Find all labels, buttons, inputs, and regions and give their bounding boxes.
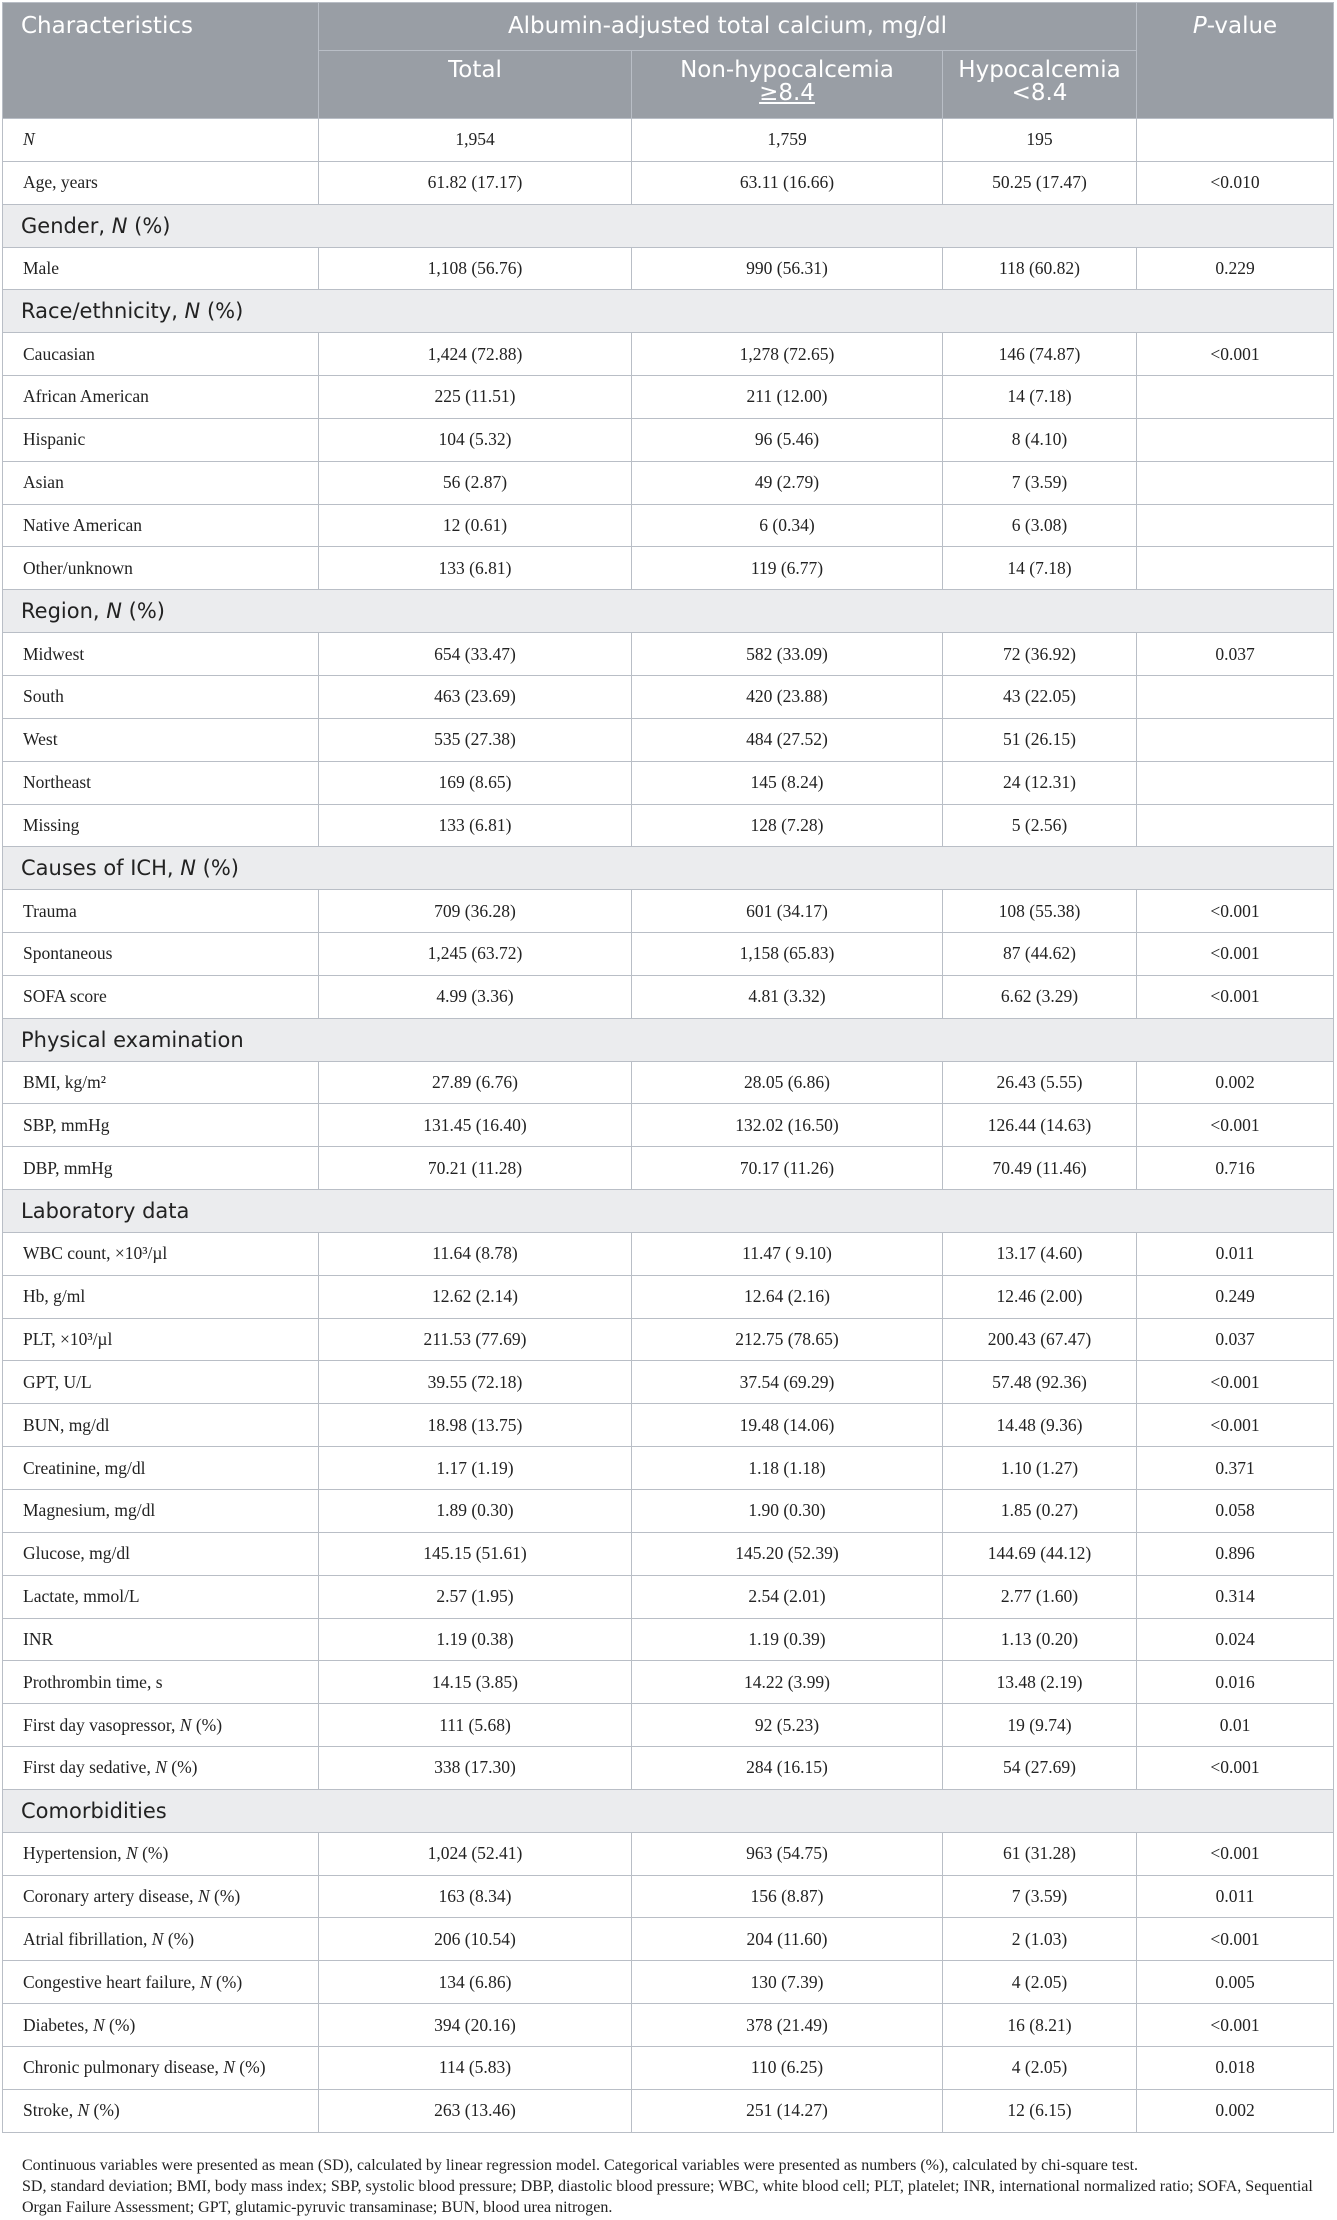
total-cell: 61.82 (17.17) (319, 161, 632, 204)
row-label: N (3, 119, 319, 162)
table-row (3, 1875, 1334, 1918)
total-cell: 27.89 (6.76) (319, 1061, 632, 1104)
total-cell: 104 (5.32) (319, 418, 632, 461)
row-label: Hispanic (3, 418, 319, 461)
table-header (3, 3, 1334, 119)
table-row (3, 1104, 1334, 1147)
row-label: PLT, ×10³/µl (3, 1318, 319, 1361)
table-row (3, 1918, 1334, 1961)
table-row (3, 418, 1334, 461)
table-row (3, 1618, 1334, 1661)
hypocalcemia-cell: 118 (60.82) (943, 247, 1137, 290)
hypocalcemia-cell: 16 (8.21) (943, 2004, 1137, 2047)
non-hypocalcemia-cell: 156 (8.87) (632, 1875, 943, 1918)
pvalue-cell: 0.037 (1137, 1318, 1334, 1361)
row-label: Other/unknown (3, 547, 319, 590)
table-row (3, 333, 1334, 376)
pvalue-cell (1137, 461, 1334, 504)
total-cell: 535 (27.38) (319, 718, 632, 761)
table-body (3, 119, 1334, 2133)
row-label: First day sedative, N (%) (3, 1747, 319, 1790)
row-label: Northeast (3, 761, 319, 804)
pvalue-header: P-value (1137, 3, 1334, 119)
non-hypocalcemia-cell: 211 (12.00) (632, 376, 943, 419)
row-label: Stroke, N (%) (3, 2089, 319, 2132)
pvalue-cell (1137, 804, 1334, 847)
non-hypocalcemia-cell: 1.18 (1.18) (632, 1447, 943, 1490)
row-label: Trauma (3, 890, 319, 933)
non-hypocalcemia-header (632, 51, 943, 119)
hypocalcemia-cell: 2 (1.03) (943, 1918, 1137, 1961)
hypocalcemia-cell: 126.44 (14.63) (943, 1104, 1137, 1147)
pvalue-cell: 0.005 (1137, 1961, 1334, 2004)
hypocalcemia-cell: 54 (27.69) (943, 1747, 1137, 1790)
row-label: Chronic pulmonary disease, N (%) (3, 2046, 319, 2089)
table-row (3, 376, 1334, 419)
pvalue-cell: 0.01 (1137, 1704, 1334, 1747)
row-label: Native American (3, 504, 319, 547)
hypocalcemia-cell: 195 (943, 119, 1137, 162)
row-label: Glucose, mg/dl (3, 1532, 319, 1575)
section-header-row (3, 1018, 1334, 1061)
pvalue-cell (1137, 761, 1334, 804)
hypocalcemia-cell: 50.25 (17.47) (943, 161, 1137, 204)
hypocalcemia-cell: 4 (2.05) (943, 2046, 1137, 2089)
non-hypocalcemia-threshold: ≥8.4 (759, 80, 815, 106)
hypocalcemia-threshold: <8.4 (1011, 80, 1068, 106)
table-row (3, 1532, 1334, 1575)
row-label: SOFA score (3, 975, 319, 1018)
non-hypocalcemia-cell: 601 (34.17) (632, 890, 943, 933)
pvalue-cell: <0.001 (1137, 1361, 1334, 1404)
total-cell: 11.64 (8.78) (319, 1232, 632, 1275)
total-cell: 169 (8.65) (319, 761, 632, 804)
pvalue-cell (1137, 547, 1334, 590)
table-row (3, 975, 1334, 1018)
table-footnotes (22, 2155, 1322, 2218)
row-label: Caucasian (3, 333, 319, 376)
pvalue-cell (1137, 119, 1334, 162)
table-row (3, 1404, 1334, 1447)
pvalue-cell: 0.371 (1137, 1447, 1334, 1490)
table-row (3, 1232, 1334, 1275)
total-cell: 463 (23.69) (319, 675, 632, 718)
total-cell: 39.55 (72.18) (319, 1361, 632, 1404)
non-hypocalcemia-cell: 19.48 (14.06) (632, 1404, 943, 1447)
hypocalcemia-cell: 7 (3.59) (943, 461, 1137, 504)
row-label: DBP, mmHg (3, 1147, 319, 1190)
section-title: Causes of ICH, N (%) (3, 847, 1334, 890)
non-hypocalcemia-cell: 14.22 (3.99) (632, 1661, 943, 1704)
table-row (3, 1318, 1334, 1361)
non-hypocalcemia-cell: 49 (2.79) (632, 461, 943, 504)
pvalue-cell: <0.001 (1137, 1747, 1334, 1790)
total-cell: 1,024 (52.41) (319, 1832, 632, 1875)
non-hypocalcemia-cell: 11.47 ( 9.10) (632, 1232, 943, 1275)
pvalue-cell: 0.037 (1137, 633, 1334, 676)
total-cell: 12.62 (2.14) (319, 1275, 632, 1318)
pvalue-cell: <0.001 (1137, 333, 1334, 376)
hypocalcemia-cell: 7 (3.59) (943, 1875, 1137, 1918)
total-cell: 211.53 (77.69) (319, 1318, 632, 1361)
total-cell: 1.89 (0.30) (319, 1490, 632, 1533)
non-hypocalcemia-cell: 12.64 (2.16) (632, 1275, 943, 1318)
hypocalcemia-cell: 8 (4.10) (943, 418, 1137, 461)
table-row (3, 1747, 1334, 1790)
hypocalcemia-cell: 2.77 (1.60) (943, 1575, 1137, 1618)
section-title: Gender, N (%) (3, 204, 1334, 247)
total-cell: 338 (17.30) (319, 1747, 632, 1790)
non-hypocalcemia-cell: 4.81 (3.32) (632, 975, 943, 1018)
table-row (3, 675, 1334, 718)
table-row (3, 633, 1334, 676)
hypocalcemia-cell: 1.10 (1.27) (943, 1447, 1137, 1490)
hypocalcemia-label: Hypocalcemia (958, 57, 1121, 83)
pvalue-cell: 0.896 (1137, 1532, 1334, 1575)
pvalue-cell (1137, 376, 1334, 419)
table-row (3, 1447, 1334, 1490)
non-hypocalcemia-cell: 63.11 (16.66) (632, 161, 943, 204)
pvalue-cell: 0.716 (1137, 1147, 1334, 1190)
row-label: Age, years (3, 161, 319, 204)
table-row (3, 161, 1334, 204)
pvalue-cell (1137, 504, 1334, 547)
row-label: Spontaneous (3, 933, 319, 976)
section-header-row (3, 590, 1334, 633)
pvalue-cell: 0.016 (1137, 1661, 1334, 1704)
row-label: Hypertension, N (%) (3, 1832, 319, 1875)
non-hypocalcemia-cell: 990 (56.31) (632, 247, 943, 290)
hypocalcemia-cell: 1.85 (0.27) (943, 1490, 1137, 1533)
non-hypocalcemia-cell: 1,278 (72.65) (632, 333, 943, 376)
table-row (3, 1147, 1334, 1190)
total-cell: 12 (0.61) (319, 504, 632, 547)
row-label: Midwest (3, 633, 319, 676)
pvalue-cell: 0.011 (1137, 1232, 1334, 1275)
pvalue-cell: 0.249 (1137, 1275, 1334, 1318)
row-label: Atrial fibrillation, N (%) (3, 1918, 319, 1961)
row-label: Hb, g/ml (3, 1275, 319, 1318)
pvalue-cell: <0.001 (1137, 1832, 1334, 1875)
pvalue-cell: 0.314 (1137, 1575, 1334, 1618)
hypocalcemia-cell: 1.13 (0.20) (943, 1618, 1137, 1661)
pvalue-cell: 0.024 (1137, 1618, 1334, 1661)
non-hypocalcemia-cell: 1,759 (632, 119, 943, 162)
section-title: Physical examination (3, 1018, 1334, 1061)
hypocalcemia-cell: 43 (22.05) (943, 675, 1137, 718)
footnote-statistics: Continuous variables were presented as mean (SD), calculated by linear regression model. Categorical variables were presented as numbers (%), calculated by chi-square test. (22, 2157, 1139, 2174)
table-row (3, 461, 1334, 504)
hypocalcemia-cell: 12.46 (2.00) (943, 1275, 1137, 1318)
row-label: Male (3, 247, 319, 290)
total-cell: 145.15 (51.61) (319, 1532, 632, 1575)
table-row (3, 804, 1334, 847)
non-hypocalcemia-cell: 6 (0.34) (632, 504, 943, 547)
non-hypocalcemia-cell: 70.17 (11.26) (632, 1147, 943, 1190)
table-row (3, 933, 1334, 976)
total-cell: 133 (6.81) (319, 804, 632, 847)
pvalue-cell: <0.001 (1137, 1918, 1334, 1961)
table-row (3, 1832, 1334, 1875)
hypocalcemia-cell: 4 (2.05) (943, 1961, 1137, 2004)
total-cell: 131.45 (16.40) (319, 1104, 632, 1147)
non-hypocalcemia-cell: 963 (54.75) (632, 1832, 943, 1875)
non-hypocalcemia-cell: 96 (5.46) (632, 418, 943, 461)
table-row (3, 1275, 1334, 1318)
row-label: WBC count, ×10³/µl (3, 1232, 319, 1275)
section-title: Region, N (%) (3, 590, 1334, 633)
total-cell: 56 (2.87) (319, 461, 632, 504)
non-hypocalcemia-cell: 484 (27.52) (632, 718, 943, 761)
section-header-row (3, 1190, 1334, 1233)
non-hypocalcemia-cell: 37.54 (69.29) (632, 1361, 943, 1404)
row-label: INR (3, 1618, 319, 1661)
non-hypocalcemia-cell: 28.05 (6.86) (632, 1061, 943, 1104)
non-hypocalcemia-cell: 1,158 (65.83) (632, 933, 943, 976)
total-cell: 14.15 (3.85) (319, 1661, 632, 1704)
row-label: BUN, mg/dl (3, 1404, 319, 1447)
pvalue-cell: <0.001 (1137, 1404, 1334, 1447)
hypocalcemia-header (943, 51, 1137, 119)
total-cell: 394 (20.16) (319, 2004, 632, 2047)
table-row (3, 1704, 1334, 1747)
row-label: Lactate, mmol/L (3, 1575, 319, 1618)
table-row (3, 1575, 1334, 1618)
table-row (3, 1361, 1334, 1404)
table-row (3, 890, 1334, 933)
hypocalcemia-cell: 19 (9.74) (943, 1704, 1137, 1747)
table-row (3, 1661, 1334, 1704)
section-title: Race/ethnicity, N (%) (3, 290, 1334, 333)
total-cell: 134 (6.86) (319, 1961, 632, 2004)
pvalue-cell (1137, 418, 1334, 461)
non-hypocalcemia-cell: 119 (6.77) (632, 547, 943, 590)
row-label: Asian (3, 461, 319, 504)
row-label: West (3, 718, 319, 761)
table-row (3, 761, 1334, 804)
hypocalcemia-cell: 14.48 (9.36) (943, 1404, 1137, 1447)
pvalue-cell (1137, 675, 1334, 718)
table-row (3, 504, 1334, 547)
row-label: First day vasopressor, N (%) (3, 1704, 319, 1747)
total-cell: 70.21 (11.28) (319, 1147, 632, 1190)
hypocalcemia-cell: 70.49 (11.46) (943, 1147, 1137, 1190)
non-hypocalcemia-cell: 212.75 (78.65) (632, 1318, 943, 1361)
hypocalcemia-cell: 6.62 (3.29) (943, 975, 1137, 1018)
total-cell: 114 (5.83) (319, 2046, 632, 2089)
total-cell: 1,245 (63.72) (319, 933, 632, 976)
hypocalcemia-cell: 5 (2.56) (943, 804, 1137, 847)
table-row (3, 119, 1334, 162)
table-row (3, 2089, 1334, 2132)
total-cell: 709 (36.28) (319, 890, 632, 933)
hypocalcemia-cell: 26.43 (5.55) (943, 1061, 1137, 1104)
row-label: Coronary artery disease, N (%) (3, 1875, 319, 1918)
non-hypocalcemia-cell: 251 (14.27) (632, 2089, 943, 2132)
table-row (3, 547, 1334, 590)
row-label: GPT, U/L (3, 1361, 319, 1404)
total-cell: 263 (13.46) (319, 2089, 632, 2132)
non-hypocalcemia-cell: 420 (23.88) (632, 675, 943, 718)
total-cell: 1.19 (0.38) (319, 1618, 632, 1661)
non-hypocalcemia-cell: 1.19 (0.39) (632, 1618, 943, 1661)
section-header-row (3, 847, 1334, 890)
hypocalcemia-cell: 13.48 (2.19) (943, 1661, 1137, 1704)
pvalue-cell: 0.058 (1137, 1490, 1334, 1533)
pvalue-cell: <0.001 (1137, 975, 1334, 1018)
table-row (3, 247, 1334, 290)
row-label: Congestive heart failure, N (%) (3, 1961, 319, 2004)
section-title: Laboratory data (3, 1190, 1334, 1233)
total-cell: 111 (5.68) (319, 1704, 632, 1747)
non-hypocalcemia-cell: 92 (5.23) (632, 1704, 943, 1747)
non-hypocalcemia-cell: 110 (6.25) (632, 2046, 943, 2089)
table-row (3, 1490, 1334, 1533)
row-label: Prothrombin time, s (3, 1661, 319, 1704)
non-hypocalcemia-cell: 1.90 (0.30) (632, 1490, 943, 1533)
hypocalcemia-cell: 12 (6.15) (943, 2089, 1137, 2132)
row-label: Creatinine, mg/dl (3, 1447, 319, 1490)
total-cell: 2.57 (1.95) (319, 1575, 632, 1618)
row-label: African American (3, 376, 319, 419)
hypocalcemia-cell: 14 (7.18) (943, 376, 1137, 419)
table-row (3, 2046, 1334, 2089)
row-label: Diabetes, N (%) (3, 2004, 319, 2047)
hypocalcemia-cell: 57.48 (92.36) (943, 1361, 1137, 1404)
non-hypocalcemia-cell: 145.20 (52.39) (632, 1532, 943, 1575)
non-hypocalcemia-cell: 145 (8.24) (632, 761, 943, 804)
total-cell: 1,424 (72.88) (319, 333, 632, 376)
hypocalcemia-cell: 24 (12.31) (943, 761, 1137, 804)
characteristics-table (2, 2, 1334, 2133)
non-hypocalcemia-cell: 284 (16.15) (632, 1747, 943, 1790)
pvalue-cell: 0.018 (1137, 2046, 1334, 2089)
total-cell: 1.17 (1.19) (319, 1447, 632, 1490)
total-cell: 1,954 (319, 119, 632, 162)
hypocalcemia-cell: 200.43 (67.47) (943, 1318, 1137, 1361)
characteristics-header: Characteristics (3, 3, 319, 119)
non-hypocalcemia-cell: 132.02 (16.50) (632, 1104, 943, 1147)
pvalue-cell: <0.001 (1137, 933, 1334, 976)
hypocalcemia-cell: 61 (31.28) (943, 1832, 1137, 1875)
table-row (3, 2004, 1334, 2047)
total-cell: 1,108 (56.76) (319, 247, 632, 290)
table-container (2, 2, 1333, 2133)
pvalue-cell: 0.011 (1137, 1875, 1334, 1918)
pvalue-cell: <0.001 (1137, 890, 1334, 933)
pvalue-cell: <0.001 (1137, 1104, 1334, 1147)
calcium-group-header: Albumin-adjusted total calcium, mg/dl (319, 3, 1137, 51)
table-row (3, 1061, 1334, 1104)
total-cell: 206 (10.54) (319, 1918, 632, 1961)
row-label: SBP, mmHg (3, 1104, 319, 1147)
hypocalcemia-cell: 6 (3.08) (943, 504, 1137, 547)
total-header: Total (319, 51, 632, 119)
non-hypocalcemia-cell: 128 (7.28) (632, 804, 943, 847)
total-cell: 133 (6.81) (319, 547, 632, 590)
hypocalcemia-cell: 146 (74.87) (943, 333, 1137, 376)
footnote-abbreviations: SD, standard deviation; BMI, body mass index; SBP, systolic blood pressure; DBP, diastolic blood pressure; WBC, white blood cell; PLT, platelet; INR, international normalized ratio; SOFA, Sequential Organ Failure Assessment; GPT, glutamic-pyruvic transaminase; BUN, blood urea nitrogen. (22, 2178, 1313, 2216)
hypocalcemia-cell: 51 (26.15) (943, 718, 1137, 761)
row-label: Missing (3, 804, 319, 847)
total-cell: 225 (11.51) (319, 376, 632, 419)
total-cell: 18.98 (13.75) (319, 1404, 632, 1447)
pvalue-cell (1137, 718, 1334, 761)
non-hypocalcemia-cell: 378 (21.49) (632, 2004, 943, 2047)
section-header-row (3, 1789, 1334, 1832)
total-cell: 163 (8.34) (319, 1875, 632, 1918)
pvalue-cell: <0.010 (1137, 161, 1334, 204)
hypocalcemia-cell: 87 (44.62) (943, 933, 1137, 976)
non-hypocalcemia-cell: 204 (11.60) (632, 1918, 943, 1961)
total-cell: 4.99 (3.36) (319, 975, 632, 1018)
row-label: BMI, kg/m² (3, 1061, 319, 1104)
table-row (3, 718, 1334, 761)
pvalue-cell: <0.001 (1137, 2004, 1334, 2047)
row-label: Magnesium, mg/dl (3, 1490, 319, 1533)
row-label: South (3, 675, 319, 718)
total-cell: 654 (33.47) (319, 633, 632, 676)
non-hypocalcemia-cell: 2.54 (2.01) (632, 1575, 943, 1618)
hypocalcemia-cell: 13.17 (4.60) (943, 1232, 1137, 1275)
non-hypocalcemia-label: Non-hypocalcemia (680, 57, 894, 83)
hypocalcemia-cell: 14 (7.18) (943, 547, 1137, 590)
section-header-row (3, 290, 1334, 333)
hypocalcemia-cell: 144.69 (44.12) (943, 1532, 1137, 1575)
non-hypocalcemia-cell: 582 (33.09) (632, 633, 943, 676)
hypocalcemia-cell: 72 (36.92) (943, 633, 1137, 676)
section-header-row (3, 204, 1334, 247)
pvalue-cell: 0.229 (1137, 247, 1334, 290)
section-title: Comorbidities (3, 1789, 1334, 1832)
pvalue-cell: 0.002 (1137, 1061, 1334, 1104)
hypocalcemia-cell: 108 (55.38) (943, 890, 1137, 933)
pvalue-cell: 0.002 (1137, 2089, 1334, 2132)
table-row (3, 1961, 1334, 2004)
non-hypocalcemia-cell: 130 (7.39) (632, 1961, 943, 2004)
